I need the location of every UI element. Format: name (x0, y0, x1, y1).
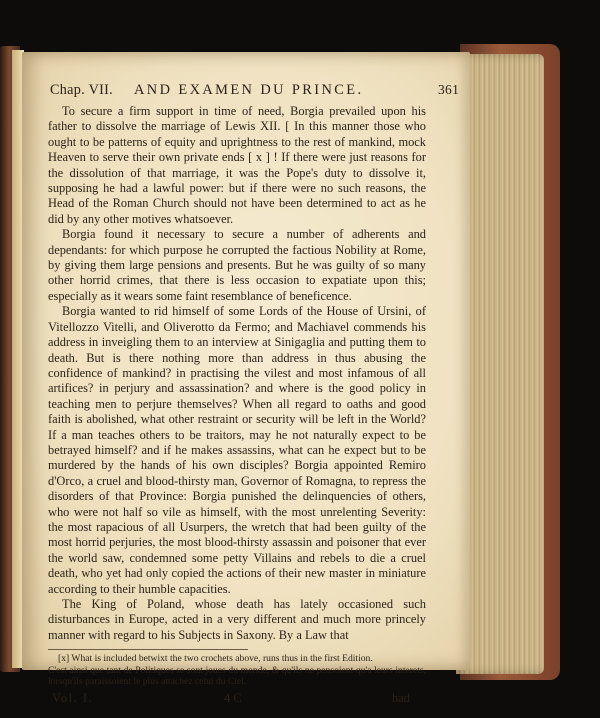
paragraph-1: To secure a firm support in time of need, Borgia prevailed upon his father to dissolve the marriage of Lewis XII. [ In this manner those who ought to be patterns of equity and uprightness to the rest of mankind, mock Heaven to serve their own private ends [ x ] ! If there were just reasons for the dissolution of that marriage, it was the Pope's duty to dissolve it, supposing he had a lawful power: but if there were no such reasons, the Head of the Roman Church should not have been determined to act as he did by any other motives whatsoever. (48, 104, 426, 226)
footnote (48, 653, 426, 688)
footnote-rule (48, 649, 248, 650)
book-page (22, 52, 470, 705)
paragraph-3: Borgia wanted to rid himself of some Lords of the House of Ursini, of Vitellozzo Vitelli, and Oliverotto da Fermo; and Machiavel commends his address in inveigling them to an interview at Sinigaglia and putting them to death. But is there nothing more than address in thus abusing the confidence of mankind? in practising the vilest and most infamous of all artifices? in perjury and assassination? and where is the good policy in teaching men to perjure themselves? When all regard to oaths and good faith is abolished, what other restraint or security will be left in the World? If a man teaches others to be traitors, may he not naturally expect to be betrayed himself? and if he makes assassins, what can he expect but to be murdered by the hands of his own disciples? Borgia appointed Remiro d'Orco, a cruel and blood-thirsty man, Governor of Romagna, to repress the disorders of that Province: Borgia punished the delinquencies of others, who were not half so vile as himself, with the most unrelenting Severity: the most rapacious of all Usurpers, the wretch that had been guilty of the most horrid perjuries, the most blood-thirsty assassin and poisoner that ever the world saw, condemned some petty Villains and rebels to die a cruel death, who yet had only copied the actions of their new master in miniature according to their humble capacities. (48, 304, 426, 596)
signature-mark: 4 C (224, 691, 242, 705)
body-text (48, 104, 426, 643)
page-text-area (48, 82, 460, 707)
running-title: AND EXAMEN DU PRINCE. (134, 82, 364, 98)
catchword: had (392, 691, 411, 705)
chapter-label: Chap. VII. (50, 82, 114, 98)
footnote-line-1: [x] What is included betwixt the two crochets above, runs thus in the first Edition. (58, 653, 373, 665)
paragraph-2: Borgia found it necessary to secure a number of adherents and dependants: for which purpose he corrupted the factious Nobility at Rome, by giving them large pensions and presents. But he was guilty of so many other horrid crimes, that there is less occasion to expatiate upon this; especially as it wears some faint resemblance of beneficence. (48, 227, 426, 303)
paragraph-4: The King of Poland, whose death has lately occasioned such disturbances in Europe, acted in a very different and much more princely manner with regard to his Subjects in Saxony. By a Law that (48, 597, 426, 642)
volume-signature: Vol. I. (52, 691, 94, 705)
running-header (48, 82, 460, 100)
page-footer (48, 691, 426, 707)
footnote-line-2: C'est ainsi que tant de Politiques se sont joues du monde, & qu'ils ne pensoient qu'a leurs interets, lorsqu'ils paraissoient le plus attachez celui du Ciel. (48, 664, 426, 688)
page-number: 361 (438, 82, 460, 97)
